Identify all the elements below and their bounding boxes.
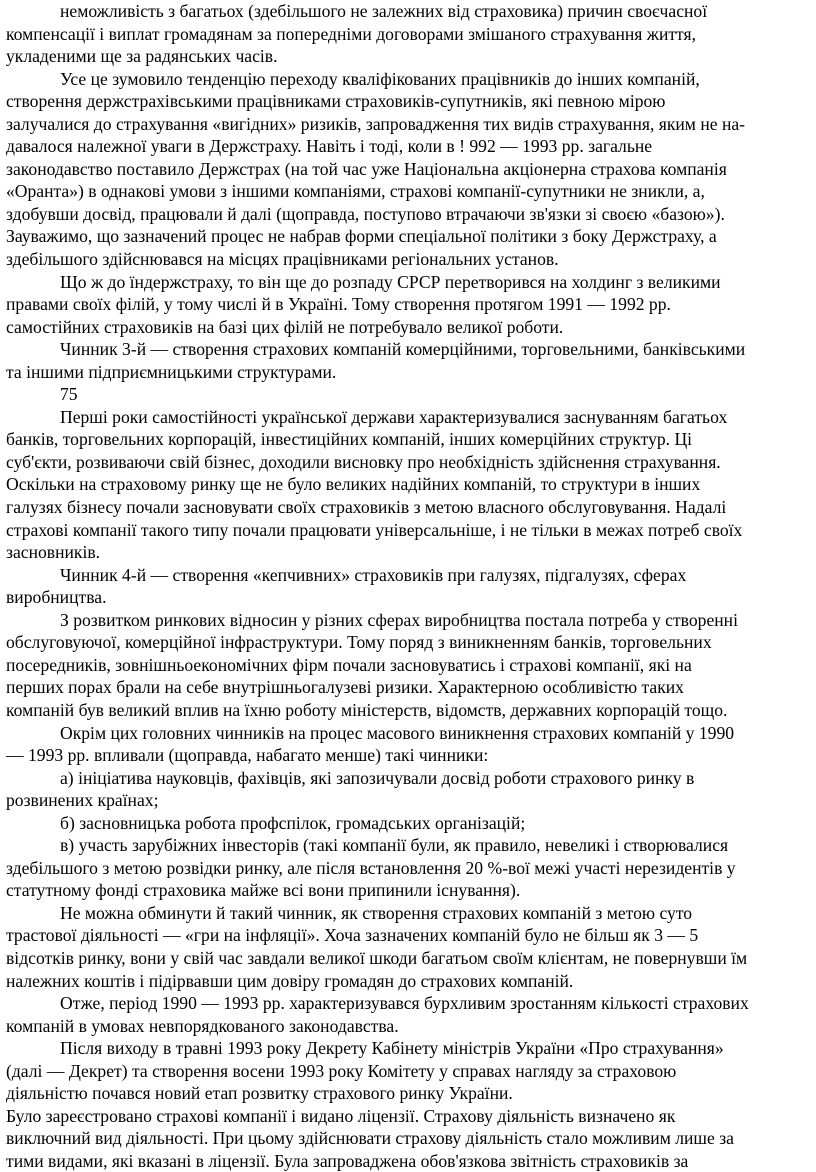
text-line: Чинник 3-й — створення страхових компаній комерційними, торговельними, банківськими bbox=[60, 339, 746, 360]
text-line: розвинених країнах; bbox=[6, 790, 159, 811]
text-line: здобувши досвід, працювали й далі (щоправда, поступово втрачаючи зв'язки зі своєю «базою»). bbox=[6, 203, 725, 224]
text-line: Отже, період 1990 — 1993 рр. характеризувався бурхливим зростанням кількості страхових bbox=[60, 993, 749, 1014]
text-line: З розвитком ринкових відносин у різних сферах виробництва постала потреба у створенні bbox=[60, 609, 738, 630]
text-line: належних коштів і підірвавши цим довіру громадян до страхових компаній. bbox=[6, 970, 574, 991]
text-line: компаній в умовах невпорядкованого законодавства. bbox=[6, 1015, 399, 1036]
text-line: Оскільки на страховому ринку ще не було великих надійних компаній, то структури в інших bbox=[6, 474, 701, 495]
text-line: б) засновницька робота профспілок, громадських організацій; bbox=[60, 812, 526, 833]
text-line: страхові компанії такого типу почали працювати універсальніше, і не тільки в межах потреб своїх bbox=[6, 519, 743, 540]
text-line: діяльністю почався новий етап розвитку страхового ринку України. bbox=[6, 1083, 513, 1104]
document-body bbox=[6, 0, 814, 1172]
text-line: виключний вид діяльності. При цьому здійснювати страхову діяльність стало можливим лише за bbox=[6, 1128, 734, 1149]
text-line: Після виходу в травні 1993 року Декрету Кабінету міністрів України «Про страхування» bbox=[60, 1038, 724, 1059]
text-line: банків, торговельних корпорацій, інвестиційних компаній, інших комерційних структур. Ці bbox=[6, 429, 693, 450]
text-line: в) участь зарубіжних інвесторів (такі компанії були, як правило, невеликі і створювалися bbox=[60, 835, 729, 856]
text-line: правами своїх філій, у тому числі й в Україні. Тому створення протягом 1991 — 1992 рр. bbox=[6, 294, 671, 315]
text-line: Не можна обминути й такий чинник, як створення страхових компаній з метою суто bbox=[60, 902, 693, 923]
text-line: перших порах брали на себе внутрішньогалузеві ризики. Характерною особливістю таких bbox=[6, 677, 684, 698]
text-line: — 1993 рр. впливали (щоправда, набагато менше) такі чинники: bbox=[6, 745, 489, 766]
text-line: самостійних страховиків на базі цих філій не потребувало великої роботи. bbox=[6, 316, 564, 337]
text-line: а) ініціатива науковців, фахівців, які запозичували досвід роботи страхового ринку в bbox=[60, 767, 695, 788]
text-line: Зауважимо, що зазначений процес не набрав форми спеціальної політики з боку Держстраху, а bbox=[6, 226, 717, 247]
text-line: укладеними ще за радянських часів. bbox=[6, 46, 278, 67]
text-line: Перші роки самостійності української держави характеризувалися заснуванням багатьох bbox=[60, 406, 728, 427]
text-line: Усе це зумовило тенденцію переходу кваліфікованих працівників до інших компаній, bbox=[60, 68, 700, 89]
text-line: компаній був великий вплив на їхню роботу міністерств, відомств, державних корпорацій тощо. bbox=[6, 699, 728, 720]
text-line: посередників, зовнішньоекономічних фірм почали засновуватись і страхові компанії, які на bbox=[6, 654, 692, 675]
text-line: компенсації і виплат громадянам за попередніми договорами змішаного страхування життя, bbox=[6, 23, 697, 44]
text-line: засновників. bbox=[6, 542, 101, 563]
text-line: трастової діяльності — «гри на інфляції». Хоча зазначених компаній було не більш як 3 — 5 bbox=[6, 925, 699, 946]
text-line: неможливість з багатьох (здебільшого не залежних від страховика) причин своєчасної bbox=[60, 1, 708, 21]
text-line: давалося належної уваги в Держстраху. Навіть і тоді, коли в ! 992 — 1993 рр. загальне bbox=[6, 136, 653, 157]
text-line: залучалися до страхування «вигідних» ризиків, запровадження тих видів страхування, яким не на- bbox=[6, 113, 746, 134]
text-line: створення держстрахівськими працівниками страховиків-супутників, які певною мірою bbox=[6, 91, 666, 112]
text-line: галузях бізнесу почали засновувати своїх страховиків з метою власного обслуговування. Надалі bbox=[6, 497, 727, 518]
text-line: тими видами, які вказані в ліцензії. Була запроваджена обов'язкова звітність страховиків за bbox=[6, 1150, 689, 1171]
text-line: здебільшого здійснювався на місцях працівниками регіональних установ. bbox=[6, 249, 559, 270]
text-line: суб'єкти, розвиваючи свій бізнес, доходили висновку про необхідність здійснення страхування. bbox=[6, 451, 721, 472]
text-line: Було зареєстровано страхові компанії і видано ліцензії. Страхову діяльність визначено як bbox=[6, 1105, 676, 1126]
text-line: статутному фонді страховика майже всі вони припинили існування). bbox=[6, 880, 521, 901]
text-line: відсотків ринку, вони у свій час завдали великої шкоди багатьом своїм клієнтам, не повернувши їм bbox=[6, 947, 748, 968]
text-line: «Оранта») в однакові умови з іншими компаніями, страхові компанії-супутники не зникли, а, bbox=[6, 181, 705, 202]
text-line: здебільшого з метою розвідки ринку, але після встановлення 20 %-вої межі участі нерезидентів у bbox=[6, 857, 736, 878]
text-line: Окрім цих головних чинників на процес масового виникнення страхових компаній у 1990 bbox=[60, 722, 735, 743]
page-number: 75 bbox=[60, 384, 78, 405]
text-line: виробництва. bbox=[6, 587, 107, 608]
text-line: Чинник 4-й — створення «кепчивних» страховиків при галузях, підгалузях, сферах bbox=[60, 564, 687, 585]
text-line: та іншими підприємницькими структурами. bbox=[6, 361, 337, 382]
text-line: законодавство поставило Держстрах (на той час уже Національна акціонерна страхова компанія bbox=[6, 158, 727, 179]
text-line: Що ж до їндержстраху, то він ще до розпаду СРСР перетворився на холдинг з великими bbox=[60, 271, 721, 292]
text-line: обслуговуючої, комерційної інфраструктури. Тому поряд з виникненням банків, торговельних bbox=[6, 632, 712, 653]
text-line: (далі — Декрет) та створення восени 1993 року Комітету у справах нагляду за страховою bbox=[6, 1060, 677, 1081]
